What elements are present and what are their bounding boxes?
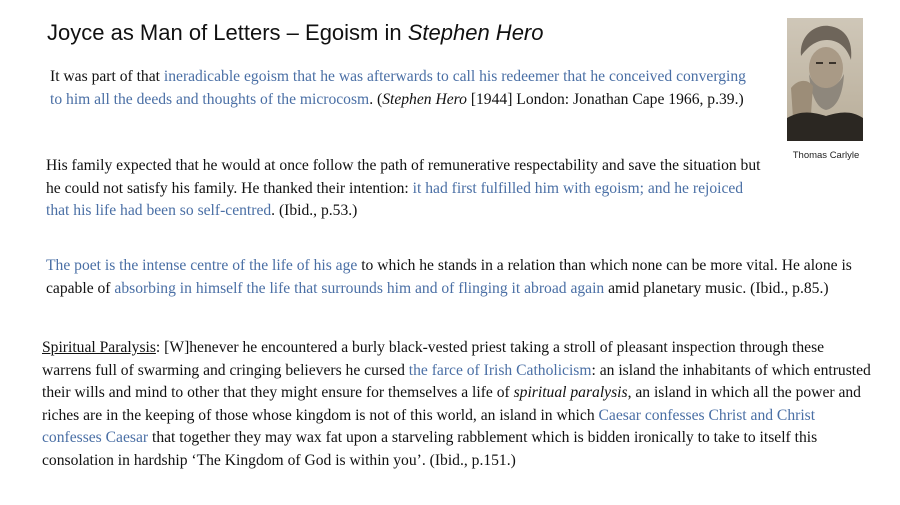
highlighted-quote: The poet is the intense centre of the life of his age: [46, 257, 358, 274]
highlighted-quote: absorbing in himself the life that surrounds him and of flinging it abroad again: [114, 279, 605, 297]
highlighted-quote: it had first fulfilled him with egoism; and he rejoiced that his life had been so self-centred: [46, 179, 744, 219]
quote-paragraph-2: [46, 155, 768, 223]
slide-title: [47, 20, 544, 46]
quote-paragraph-4: [42, 337, 872, 472]
text: : an island the inhabitants of which entrusted their wills and mind to other that they might ensure for themselves a life of: [42, 361, 871, 401]
quote-paragraph-3: [46, 255, 866, 300]
title-main: Joyce as Man of Letters – Egoism in: [47, 20, 408, 45]
italic-phrase: spiritual paralysis: [513, 384, 628, 401]
highlighted-quote: Caesar confesses Christ and Christ confesses Caesar: [42, 406, 816, 446]
citation: that together they may wax fat upon a starveling rabblement which is bidden ironically to take to itself this consolation in hardship ‘The Kingdom of God is within you’. (Ibid., p.151.): [42, 429, 818, 469]
text: . (: [369, 90, 383, 108]
citation: [1944] London: Jonathan Cape 1966, p.39.): [466, 90, 744, 108]
text: His family expected that he would at once follow the path of remunerative respectability and save the situation but he could not satisfy his family. He thanked their intention:: [46, 157, 761, 197]
portrait-image: [787, 18, 863, 141]
text: , an island in which all the power and riches are in the keeping of those whose kingdom is not of this world, an island in which: [42, 384, 861, 424]
portrait-caption: Thomas Carlyle: [792, 150, 860, 161]
citation-title: Stephen Hero: [382, 90, 467, 108]
title-italic: Stephen Hero: [407, 20, 544, 45]
section-heading: Spiritual Paralysis: [42, 339, 156, 356]
text: It was part of that: [50, 68, 164, 85]
citation: . (Ibid., p.53.): [271, 202, 358, 219]
highlighted-quote: ineradicable egoism that he was afterwards to call his redeemer that he conceived converging to him all the deeds and thoughts of the microcosm: [50, 68, 746, 108]
text: : [W]henever he encountered a burly black-vested priest taking a stroll of pleasant inspection through these warrens full of swarming and cringing believers he cursed: [42, 339, 825, 379]
citation: amid planetary music. (Ibid., p.85.): [604, 279, 829, 297]
highlighted-quote: the farce of Irish Catholicism: [408, 361, 592, 379]
text: to which he stands in a relation than which none can be more vital. He alone is capable of: [46, 257, 852, 297]
portrait-photo: [787, 18, 863, 141]
quote-paragraph-1: [50, 66, 750, 111]
